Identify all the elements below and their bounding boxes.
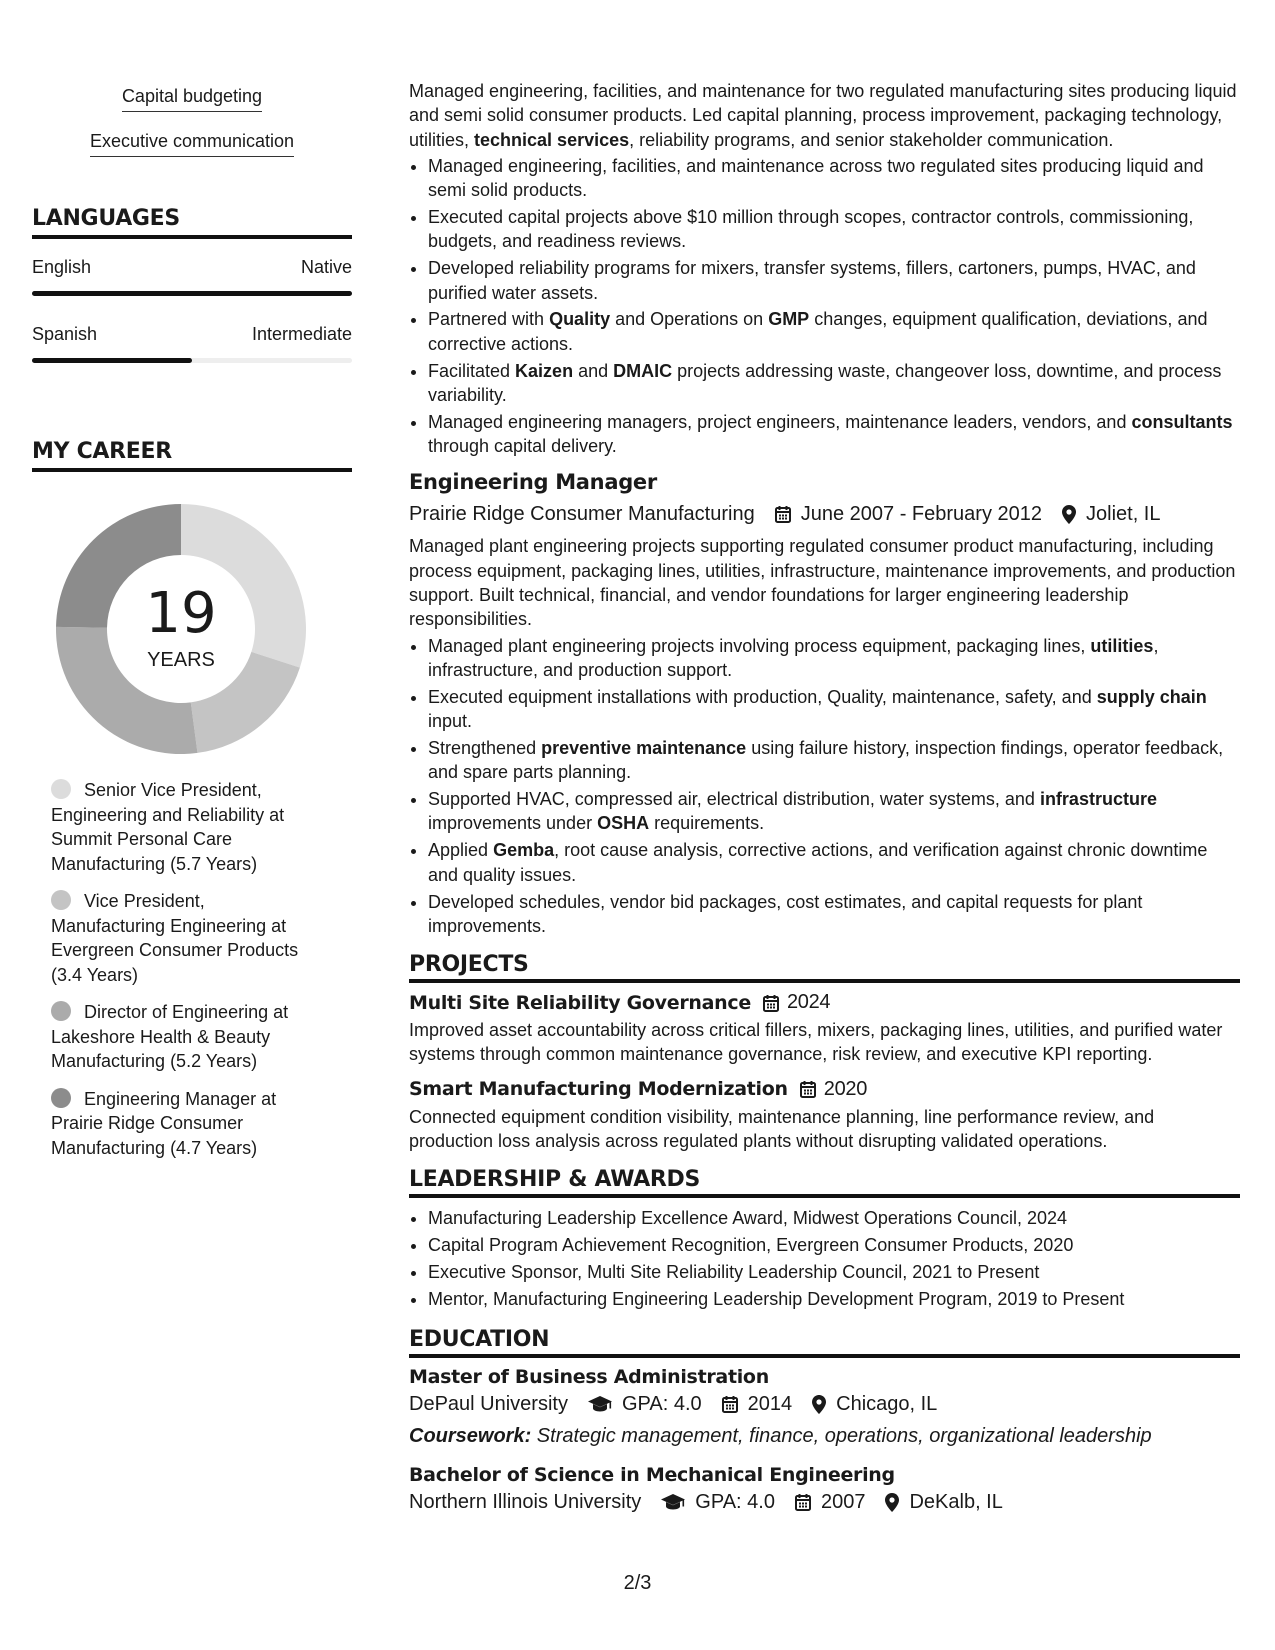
text: through capital delivery. xyxy=(428,436,617,457)
project-title: Smart Manufacturing Modernization xyxy=(409,1078,788,1101)
project-year: 2024 xyxy=(786,991,831,1014)
career-heading: MY CAREER xyxy=(32,439,352,472)
language-level: Native xyxy=(300,257,352,277)
language-bar-fill xyxy=(32,358,192,363)
coursework xyxy=(409,1422,1240,1450)
keyword: supply chain xyxy=(1096,686,1207,707)
language-bar xyxy=(32,358,352,363)
job-meta xyxy=(409,500,1240,528)
language-bar xyxy=(32,291,352,296)
awards-heading: LEADERSHIP & AWARDS xyxy=(409,1167,1240,1198)
page-number: 2/3 xyxy=(623,1572,652,1594)
gpa: GPA: 4.0 xyxy=(621,1393,702,1416)
skill-tag: Executive communication xyxy=(90,129,294,157)
language-level: Intermediate xyxy=(251,324,352,344)
award-item: • Executive Sponsor, Multi Site Reliability Leadership Council, 2021 to Present xyxy=(428,1260,1240,1284)
education-meta xyxy=(409,1390,1240,1418)
text: input. xyxy=(428,711,473,732)
text: Executed equipment installations with production, Quality, maintenance, safety, and xyxy=(428,686,1097,707)
career-total-unit: YEARS xyxy=(147,649,215,671)
school-location: DeKalb, IL xyxy=(909,1491,1003,1514)
projects-heading: PROJECTS xyxy=(409,952,1240,983)
keyword: infrastructure xyxy=(1039,789,1157,810)
text: and Operations on xyxy=(610,309,769,330)
career-donut-chart xyxy=(56,504,306,754)
calendar-icon xyxy=(795,1493,811,1511)
award-item: • Mentor, Manufacturing Engineering Leadership Development Program, 2019 to Present xyxy=(428,1287,1240,1311)
role-bullets xyxy=(409,154,1240,459)
text: , infrastructure, and production support. xyxy=(428,635,1159,680)
career-legend-item xyxy=(51,1000,321,1074)
project-year: 2020 xyxy=(823,1077,868,1100)
text: projects addressing waste, changeover loss, downtime, and process variability. xyxy=(428,360,1222,405)
keyword: Quality xyxy=(549,309,611,330)
award-item: • Capital Program Achievement Recognition, Evergreen Consumer Products, 2020 xyxy=(428,1233,1240,1257)
text: Managed engineering managers, project engineers, maintenance leaders, vendors, and xyxy=(428,411,1132,432)
role-summary xyxy=(409,79,1240,152)
coursework-label: Coursework: xyxy=(409,1425,532,1448)
text: , root cause analysis, corrective actions, and verification against chronic downtime and quality issues. xyxy=(428,840,1208,885)
languages-heading: LANGUAGES xyxy=(32,206,352,239)
career-legend-item xyxy=(51,889,321,987)
experience-previous-role xyxy=(409,79,1240,458)
career-total-years: 19 xyxy=(145,581,217,646)
main-content xyxy=(409,79,1240,1516)
text: requirements. xyxy=(649,813,765,834)
text: Strengthened xyxy=(428,737,542,758)
skill-tag: Capital budgeting xyxy=(122,84,262,112)
text: Facilitated xyxy=(428,360,516,381)
bullet: • Executed capital projects above $10 million through scopes, contractor controls, commissioning, budgets, and readiness reviews. xyxy=(428,205,1240,254)
bullet xyxy=(428,787,1240,836)
donut-center xyxy=(56,504,306,754)
bullet xyxy=(428,736,1240,785)
experience-engineering-manager xyxy=(409,470,1240,938)
bullet xyxy=(428,634,1240,683)
calendar-icon xyxy=(763,994,779,1012)
bullet xyxy=(428,685,1240,734)
map-pin-icon xyxy=(812,1395,826,1414)
degree-title: Master of Business Administration xyxy=(409,1366,769,1389)
keyword: GMP xyxy=(768,309,810,330)
bullet xyxy=(428,359,1240,408)
graduation-cap-icon xyxy=(588,1395,612,1413)
career-legend xyxy=(51,778,321,1160)
text: Managed engineering, facilities, and maintenance for two regulated manufacturing sites producing liquid and semi solid consumer products. Led capital planning, process improvement, packaging technology, utilities, xyxy=(409,81,1237,150)
award-item: • Manufacturing Leadership Excellence Award, Midwest Operations Council, 2024 xyxy=(428,1206,1240,1230)
job-title: Engineering Manager xyxy=(409,470,657,495)
school-name: Northern Illinois University xyxy=(409,1491,642,1514)
bullet xyxy=(428,307,1240,356)
text: Supported HVAC, compressed air, electrical distribution, water systems, and xyxy=(428,789,1040,810)
language-bar-fill xyxy=(32,291,352,296)
career-legend-item xyxy=(51,778,321,876)
career-legend-label: Director of Engineering at Lakeshore Health & Beauty Manufacturing (5.2 Years) xyxy=(51,1002,289,1071)
text: changes, equipment qualification, deviations, and corrective actions. xyxy=(428,309,1208,354)
coursework-text: Strategic management, finance, operations, organizational leadership xyxy=(531,1425,1152,1448)
career-legend-label: Senior Vice President, Engineering and Reliability at Summit Personal Care Manufacturing (5.7 Years) xyxy=(51,780,285,874)
career-legend-item xyxy=(51,1087,321,1161)
text: using failure history, inspection findings, operator feedback, and spare parts planning. xyxy=(428,737,1224,783)
text: , reliability programs, and senior stakeholder communication. xyxy=(629,129,1114,150)
role-bullets xyxy=(409,634,1240,939)
keyword: preventive maintenance xyxy=(541,737,747,758)
map-pin-icon xyxy=(885,1493,899,1512)
language-spanish xyxy=(32,322,352,363)
career-legend-label: Engineering Manager at Prairie Ridge Consumer Manufacturing (4.7 Years) xyxy=(51,1088,277,1158)
language-name: Spanish xyxy=(32,324,98,344)
graduation-year: 2014 xyxy=(747,1393,793,1416)
keyword: OSHA xyxy=(597,813,650,834)
keyword: DMAIC xyxy=(613,360,673,381)
project-title-row xyxy=(409,991,1240,1014)
bullet: • Developed schedules, vendor bid packages, cost estimates, and capital requests for plant improvements. xyxy=(428,890,1240,939)
text: and xyxy=(573,360,614,381)
text: Applied xyxy=(428,840,494,861)
school-location: Chicago, IL xyxy=(836,1393,938,1416)
awards-section xyxy=(409,1167,1240,1311)
job-location: Joliet, IL xyxy=(1086,503,1161,526)
text: Managed plant engineering projects involving process equipment, packaging lines, xyxy=(428,635,1091,656)
project-description: Connected equipment condition visibility, maintenance planning, line performance review, and production loss analysis across regulated plants without disrupting validated operations. xyxy=(409,1106,1155,1152)
bullet xyxy=(428,838,1240,887)
project-title-row xyxy=(409,1078,1240,1101)
education-section xyxy=(409,1327,1240,1516)
legend-dot xyxy=(51,1088,71,1108)
graduation-cap-icon xyxy=(661,1493,685,1511)
project-title: Multi Site Reliability Governance xyxy=(409,991,751,1014)
bullet: • Developed reliability programs for mixers, transfer systems, fillers, cartoners, pumps, HVAC, and purified water assets. xyxy=(428,256,1240,305)
company-name: Prairie Ridge Consumer Manufacturing xyxy=(409,503,755,526)
text: improvements under xyxy=(428,813,598,834)
bullet xyxy=(428,410,1240,459)
keyword: utilities xyxy=(1090,635,1154,656)
education-meta xyxy=(409,1488,1240,1516)
calendar-icon xyxy=(775,505,791,523)
job-dates: June 2007 - February 2012 xyxy=(800,503,1042,526)
gpa: GPA: 4.0 xyxy=(695,1491,775,1514)
graduation-year: 2007 xyxy=(820,1491,866,1514)
keyword: Kaizen xyxy=(515,360,574,381)
calendar-icon xyxy=(722,1395,738,1413)
sidebar xyxy=(32,84,352,1173)
legend-dot xyxy=(51,779,71,799)
education-heading: EDUCATION xyxy=(409,1327,1240,1358)
career-legend-label: Vice President, Manufacturing Engineering at Evergreen Consumer Products (3.4 Years) xyxy=(51,891,299,985)
text: Partnered with xyxy=(428,309,550,330)
keyword: consultants xyxy=(1131,411,1233,432)
map-pin-icon xyxy=(1062,505,1076,524)
role-summary: Managed plant engineering projects supporting regulated consumer product manufacturing, including process equipment, packaging lines, utilities, infrastructure, maintenance improvements, and production support. Built technical, financial, and vendor foundations for larger engineering leadership responsibilities. xyxy=(409,536,1236,630)
language-english xyxy=(32,255,352,296)
legend-dot xyxy=(51,1001,71,1021)
skills-list xyxy=(32,84,352,174)
language-name: English xyxy=(32,257,92,277)
keyword: Gemba xyxy=(493,840,555,861)
awards-list xyxy=(409,1206,1240,1311)
calendar-icon xyxy=(800,1080,816,1098)
legend-dot xyxy=(51,890,71,910)
projects-section xyxy=(409,952,1240,1153)
project-description: Improved asset accountability across critical fillers, mixers, packaging lines, utilities, and purified water systems through common maintenance governance, risk review, and executive KPI reporting. xyxy=(409,1020,1223,1065)
school-name: DePaul University xyxy=(409,1393,568,1416)
bullet: • Managed engineering, facilities, and maintenance across two regulated sites producing liquid and semi solid products. xyxy=(428,154,1240,203)
keyword: technical services xyxy=(474,129,630,150)
degree-title: Bachelor of Science in Mechanical Engineering xyxy=(409,1464,895,1487)
